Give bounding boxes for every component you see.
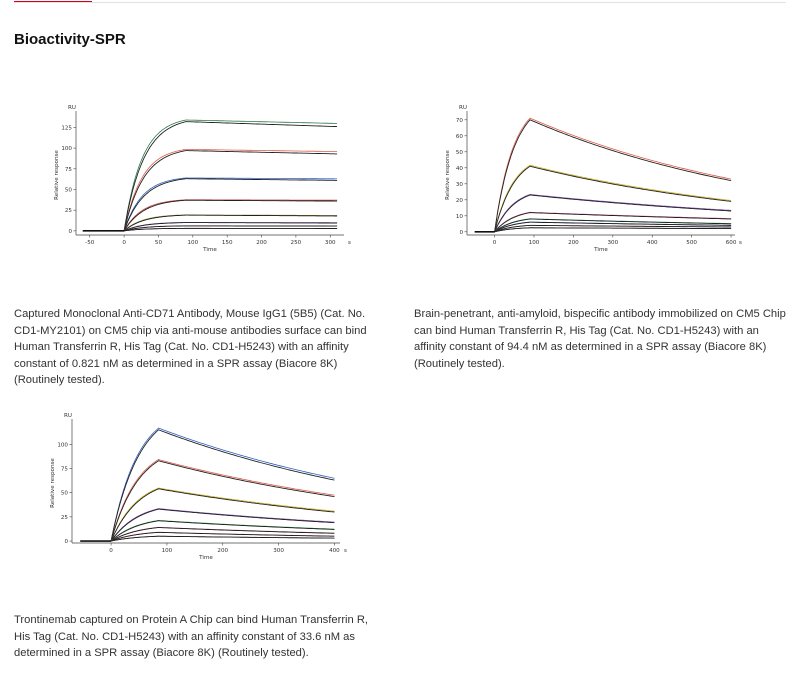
chart-1-y-tick-label: 125 xyxy=(61,125,72,132)
chart-2-y-unit-label: RU xyxy=(459,105,467,111)
chart-3-y-unit-label: RU xyxy=(64,413,72,419)
chart-3-x-unit-label: s xyxy=(344,548,347,554)
chart-1-series-6-fit xyxy=(83,223,337,231)
chart-2-x-axis-title: Time xyxy=(594,247,608,253)
chart-3-x-tick-label: 0 xyxy=(109,548,113,554)
chart-2-x-tick-label: 200 xyxy=(568,240,579,246)
spr-chart-3-svg xyxy=(46,409,346,559)
chart-3-y-tick-label: 50 xyxy=(60,490,68,497)
chart-2-x-tick-label: 300 xyxy=(607,240,619,246)
spr-caption-3: Trontinemab captured on Protein A Chip can bind Human Transferrin R, His Tag (Cat. No. CD1-H5243) with an affinity constant of 33.6 nM as determined in a SPR assay (Biacore 8K) (Routinely tested). xyxy=(14,614,369,660)
chart-3-series-1-fit xyxy=(80,430,334,541)
spr-chart-3 xyxy=(46,409,346,559)
chart-2-x-tick-label: 0 xyxy=(492,240,497,246)
chart-2-y-tick-label: 20 xyxy=(455,197,463,204)
spr-chart-1 xyxy=(50,101,350,251)
chart-2-y-tick-label: 10 xyxy=(455,213,463,220)
chart-3-x-tick-label: 400 xyxy=(329,548,340,554)
chart-3-x-tick-label: 200 xyxy=(217,548,229,554)
chart-2-y-tick-label: 70 xyxy=(455,117,463,124)
chart-1-x-tick-label: 50 xyxy=(154,240,163,246)
chart-1-y-axis-title: Relative response xyxy=(54,150,60,200)
spr-chart-2-svg xyxy=(441,101,741,251)
chart-2-y-tick-label: 60 xyxy=(455,133,463,140)
chart-1-y-tick-label: 25 xyxy=(64,208,72,215)
chart-1-series-2-fit xyxy=(83,151,337,231)
chart-3-y-tick-label: 100 xyxy=(57,442,68,449)
spr-caption-2: Brain-penetrant, anti-amyloid, bispecific antibody immobilized on CM5 Chip can bind Human Transferrin R, His Tag (Cat. No. CD1-H5243) with an affinity constant of 94.4 nM as determined in a SPR assay (Biacore 8K) (Routinely tested). xyxy=(414,308,786,370)
chart-2-x-tick-label: 500 xyxy=(686,240,697,246)
spr-chart-2 xyxy=(441,101,741,251)
chart-2-x-unit-label: s xyxy=(739,240,742,246)
chart-1-x-tick-label: -50 xyxy=(85,240,95,246)
chart-1-series-1-fit xyxy=(83,122,337,231)
chart-2-y-tick-label: 0 xyxy=(459,229,463,236)
chart-3-x-axis-title: Time xyxy=(199,555,213,561)
chart-3-x-tick-label: 100 xyxy=(161,548,173,554)
chart-2-y-axis-title: Relative response xyxy=(445,150,451,200)
chart-1-x-tick-label: 300 xyxy=(324,240,336,246)
spr-caption-1: Captured Monoclonal Anti-CD71 Antibody, Mouse IgG1 (5B5) (Cat. No. CD1-MY2101) on CM5 chip via anti-mouse antibodies surface can bind Human Transferrin R, His Tag (Cat. No. CD1-H5243) with an affinity constant of 0.821 nM as determined in a SPR assay (Biacore 8K) (Routinely tested). xyxy=(14,308,367,387)
chart-1-x-tick-label: 100 xyxy=(187,240,199,246)
chart-1-x-tick-label: 200 xyxy=(256,240,267,246)
chart-1-x-tick-label: 150 xyxy=(221,240,233,246)
tab-bar-divider xyxy=(14,2,786,3)
chart-1-x-axis-title: Time xyxy=(203,247,217,253)
chart-3-y-axis-title: Relative response xyxy=(50,458,56,508)
chart-1-y-tick-label: 100 xyxy=(61,146,72,153)
chart-3-x-tick-label: 300 xyxy=(273,548,284,554)
chart-1-series-2-data xyxy=(83,149,337,231)
chart-1-y-tick-label: 75 xyxy=(64,166,72,173)
chart-2-series-5-fit xyxy=(475,219,731,232)
chart-2-y-tick-label: 50 xyxy=(455,149,463,156)
chart-2-x-tick-label: 400 xyxy=(646,240,658,246)
chart-3-y-tick-label: 0 xyxy=(64,539,68,546)
chart-1-y-tick-label: 0 xyxy=(68,228,72,235)
chart-2-x-tick-label: 100 xyxy=(528,240,540,246)
chart-1-x-tick-label: 0 xyxy=(122,240,126,246)
chart-1-x-tick-label: 250 xyxy=(290,240,302,246)
chart-2-y-tick-label: 30 xyxy=(455,181,463,188)
chart-3-y-tick-label: 75 xyxy=(60,466,68,473)
chart-1-series-6-data xyxy=(83,223,337,231)
chart-1-x-unit-label: s xyxy=(348,240,351,246)
chart-2-series-8-fit xyxy=(475,228,731,232)
section-title: Bioactivity-SPR xyxy=(14,31,126,48)
chart-3-y-tick-label: 25 xyxy=(60,514,68,521)
chart-2-y-tick-label: 40 xyxy=(455,165,463,172)
chart-3-series-6-fit xyxy=(80,528,334,542)
chart-1-y-unit-label: RU xyxy=(68,105,76,111)
chart-1-y-tick-label: 50 xyxy=(64,187,72,194)
chart-1-series-1-data xyxy=(83,120,337,231)
chart-2-x-tick-label: 600 xyxy=(725,240,737,246)
spr-chart-1-svg xyxy=(50,101,350,251)
